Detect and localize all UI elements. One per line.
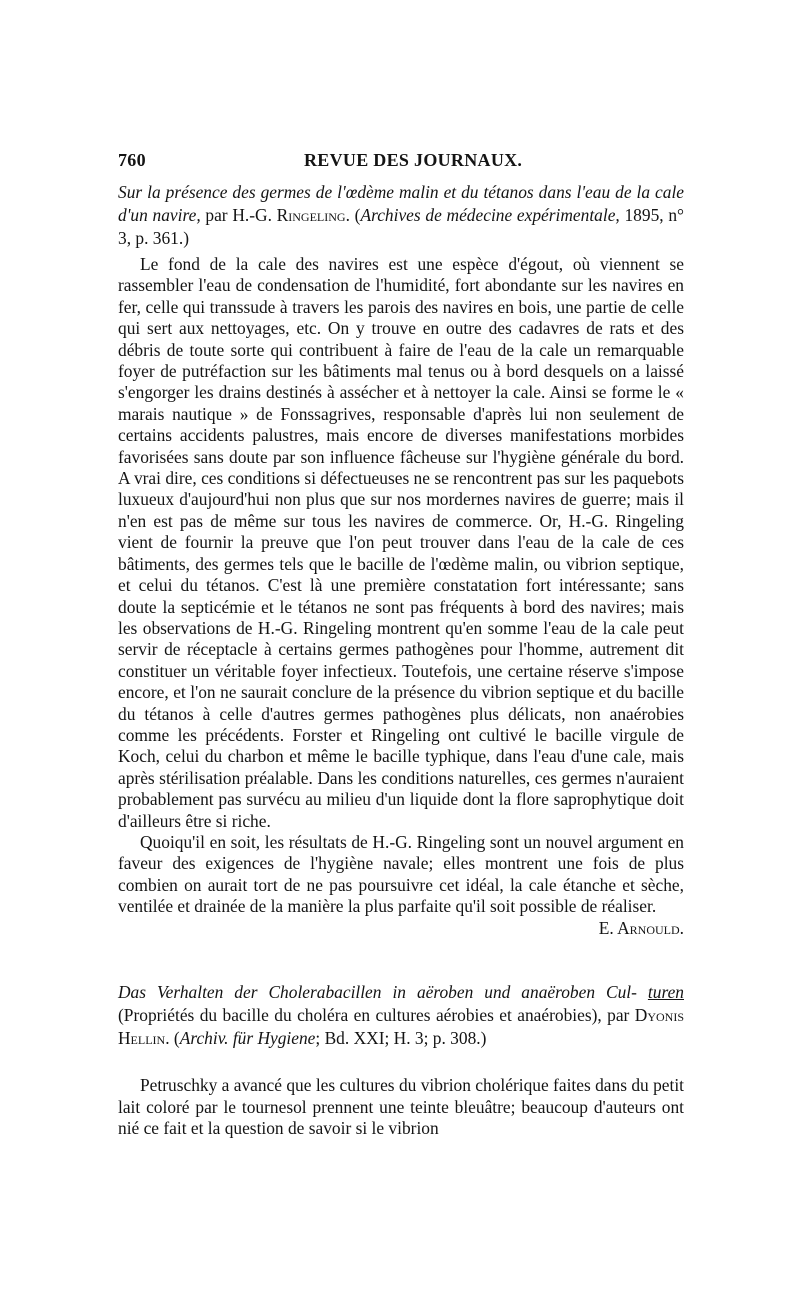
article1-by: par H.-G. — [200, 205, 277, 225]
article2-source-open: ( — [169, 1028, 180, 1048]
article2-translation: (Propriétés du bacille du choléra en cultures aérobies et anaérobies), par — [118, 1005, 635, 1025]
page-header — [118, 150, 684, 174]
article2-title-part1: Das Verhalten der Cholerabacillen in aëroben und anaëroben Cul- — [118, 982, 637, 1002]
article1-paragraph-1: Le fond de la cale des navires est une espèce d'égout, où viennent se rassembler l'eau de condensation de l'humidité, fort abondante sur les navires en fer, celle qui transsude à travers les parois des navires en bois, une partie de celle qui sert aux nettoyages, etc. On y trouve en outre des cadavres de rats et des débris de toute sorte qui contribuent à faire de l'eau de la cale un remarquable foyer de putréfaction sur les bâtiments mal tenus ou à bord desquels on a laissé s'engorger les drains destinés à assécher et à nettoyer la cale. Ainsi se forme le « marais nautique » de Fonssagrives, responsable d'après lui non seulement de certains accidents palustres, mais encore de diverses manifestations morbides favorisées sans doute par son influence fâcheuse sur l'hygiène générale du bord. A vrai dire, ces conditions si défectueuses ne se rencontrent pas sur les paquebots luxueux d'aujourd'hui non plus que sur nos mordernes navires de guerre; mais il n'en est pas de même sur tous les navires de commerce. Or, H.-G. Ringeling vient de fournir la preuve que l'on peut trouver dans l'eau de la cale de ces bâtiments, des germes tels que le bacille de l'œdème malin, ou vibrion septique, et celui du tétanos. C'est là une première constatation fort intéressante; sans doute la septicémie et le tétanos ne sont pas fréquents à bord des navires; mais les observations de H.-G. Ringeling montrent qu'en somme l'eau de la cale peut servir de réceptacle à certains germes pathogènes pour l'homme, autrement dit constituer un véritable foyer infectieux. Toutefois, une certaine réserve s'impose encore, et l'on ne saurait conclure de la présence du vibrion septique et du bacille du tétanos à celle d'autres germes pathogènes plus délicats, non anaérobies comme les précédents. Forster et Ringeling ont cultivé le bacille virgule de Koch, celui du charbon et même le bacille typhique, dans l'eau d'une cale, mais après stérilisation préalable. Dans les conditions naturelles, ces germes n'auraient probablement pas survécu au milieu d'un liquide dont la flore saprophytique doit d'ailleurs être si riche. — [118, 254, 684, 831]
article2-author: Dyonis Hellin. — [118, 1005, 684, 1048]
article1-title: Sur la présence des germes de l'œdème malin et du tétanos dans l'eau de la cale d'un navire, — [118, 182, 684, 225]
article1-source-details: 1895, n° 3, p. 361.) — [118, 205, 684, 248]
article1-reference — [118, 181, 684, 250]
running-title: REVUE DES JOURNAUX. — [304, 150, 523, 170]
article1-source-open: ( — [349, 205, 361, 225]
article1-paragraph-2: Quoiqu'il en soit, les résultats de H.-G. Ringeling sont un nouvel argument en faveur des exigences de l'hygiène navale; elles montrent une fois de plus combien on aurait tort de ne pas poursuivre cet idéal, la cale étanche et sèche, ventilée et drainée de la manière la plus parfaite qu'il soit possible de réaliser. — [118, 831, 684, 917]
article1-body — [118, 254, 684, 939]
article2-source-details: ; Bd. XXI; H. 3; p. 308.) — [315, 1028, 487, 1048]
article2-journal: Archiv. für Hygiene — [179, 1028, 316, 1048]
article2-body — [118, 1075, 684, 1140]
article2-title-part2: turen — [647, 982, 684, 1002]
article1-signature: E. Arnould. — [598, 917, 684, 938]
article1-author: Ringeling. — [276, 205, 350, 225]
article2-reference — [118, 981, 684, 1050]
article2-paragraph-1: Petruschky a avancé que les cultures du vibrion cholérique faites dans du petit lait coloré par le tournesol prennent une teinte bleuâtre; beaucoup d'auteurs ont nié ce fait et la question de savoir si le vibrion — [118, 1075, 684, 1139]
page-number: 760 — [118, 150, 146, 170]
article1-journal: Archives de médecine expérimentale, — [360, 205, 620, 225]
